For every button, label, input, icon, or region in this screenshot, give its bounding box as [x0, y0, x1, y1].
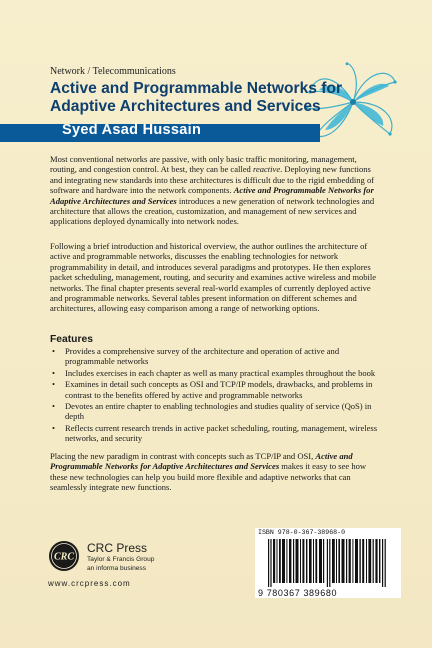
para1-book-title: Active and Programmable Networks for Adaptive Architectures and Services [50, 185, 374, 206]
feature-item [50, 423, 385, 444]
feature-text: Provides a comprehensive survey of the architecture and operation of active and programmable networks [65, 346, 340, 367]
feature-text: Includes exercises in each chapter as well as many practical examples throughout the book [65, 367, 376, 378]
feature-item [50, 379, 385, 400]
para1-emphasis: reactive [252, 164, 281, 175]
bullet-icon: • [52, 346, 55, 356]
feature-text: Devotes an entire chapter to enabling technologies and studies quality of service (QoS) in depth [65, 401, 372, 422]
feature-text: Examines in detail such concepts as OSI and TCP/IP models, drawbacks, and problems in contrast to the benefits offered by active and programmable networks [65, 379, 373, 400]
para1-text-a: Most conventional networks are passive, with only basic traffic monitoring, management, routing, and congestion control. At best, they can be called [50, 154, 357, 175]
publisher-website: www.crcpress.com [48, 579, 131, 588]
publisher-name: CRC Press [87, 541, 148, 555]
logo-text: CRC [53, 551, 75, 563]
author-name: Syed Asad Hussain [62, 122, 202, 138]
bullet-icon: • [52, 367, 55, 378]
crc-press-logo-icon [48, 540, 80, 572]
feature-item [50, 401, 385, 422]
book-title [50, 80, 350, 116]
para1-text-e: introduces a new generation of network technologies and architecture that allows the creation, customization, and management of new services and applications deployed dynamically into network nodes. [50, 195, 375, 227]
para1-text-c: . Deploying new functions and integrating new standards into these architectures is difficult due to the rigid embedding of software and hardware into the network components. [50, 164, 375, 196]
bullet-icon: • [52, 422, 55, 433]
publisher-tagline: an informa business [87, 565, 147, 572]
description-paragraph-2: Following a brief introduction and historical overview, the author outlines the architecture of active and programmable networks, discusses the enabling technologies for network programmability in detail, and introduces several paradigms and prototypes. He then explores packet scheduling, management, routing, and security and examines active wireless and mobile networks. The final chapter presents several real-world examples of currently deployed active and programmable networks. Several tables present information on different schemes and architectures, allowing easy comparison among a range of networking options. [50, 241, 377, 314]
title-line-2: Adaptive Architectures and Services [50, 98, 321, 115]
feature-item [50, 346, 385, 367]
features-heading: Features [50, 334, 93, 345]
barcode-number: 9 780367 389680 [258, 588, 338, 598]
feature-item [50, 368, 385, 378]
feature-text: Reflects current research trends in active packet scheduling, routing, management, wireless networks, and security [65, 422, 378, 444]
bullet-icon: • [52, 401, 55, 412]
description-paragraph-1 [50, 154, 385, 227]
bullet-icon: • [52, 379, 55, 390]
para3-text-c: makes it easy to see how these new technologies can help you build more flexible and adaptive networks that can seamlessly integrate new functions. [50, 461, 367, 493]
title-line-1: Active and Programmable Networks for [50, 80, 343, 97]
book-category: Network / Telecommunications [50, 66, 176, 77]
features-list [50, 346, 385, 445]
para3-text-a: Placing the new paradigm in contrast with concepts such as TCP/IP and OSI, [50, 451, 316, 461]
para3-book-title: Active and Programmable Networks for Adaptive Architectures and Services [50, 451, 353, 472]
publisher-group: Taylor & Francis Group [87, 556, 155, 563]
barcode-icon [268, 539, 388, 587]
description-paragraph-3 [50, 451, 385, 493]
isbn-label: ISBN 978-0-367-38968-0 [258, 529, 346, 536]
